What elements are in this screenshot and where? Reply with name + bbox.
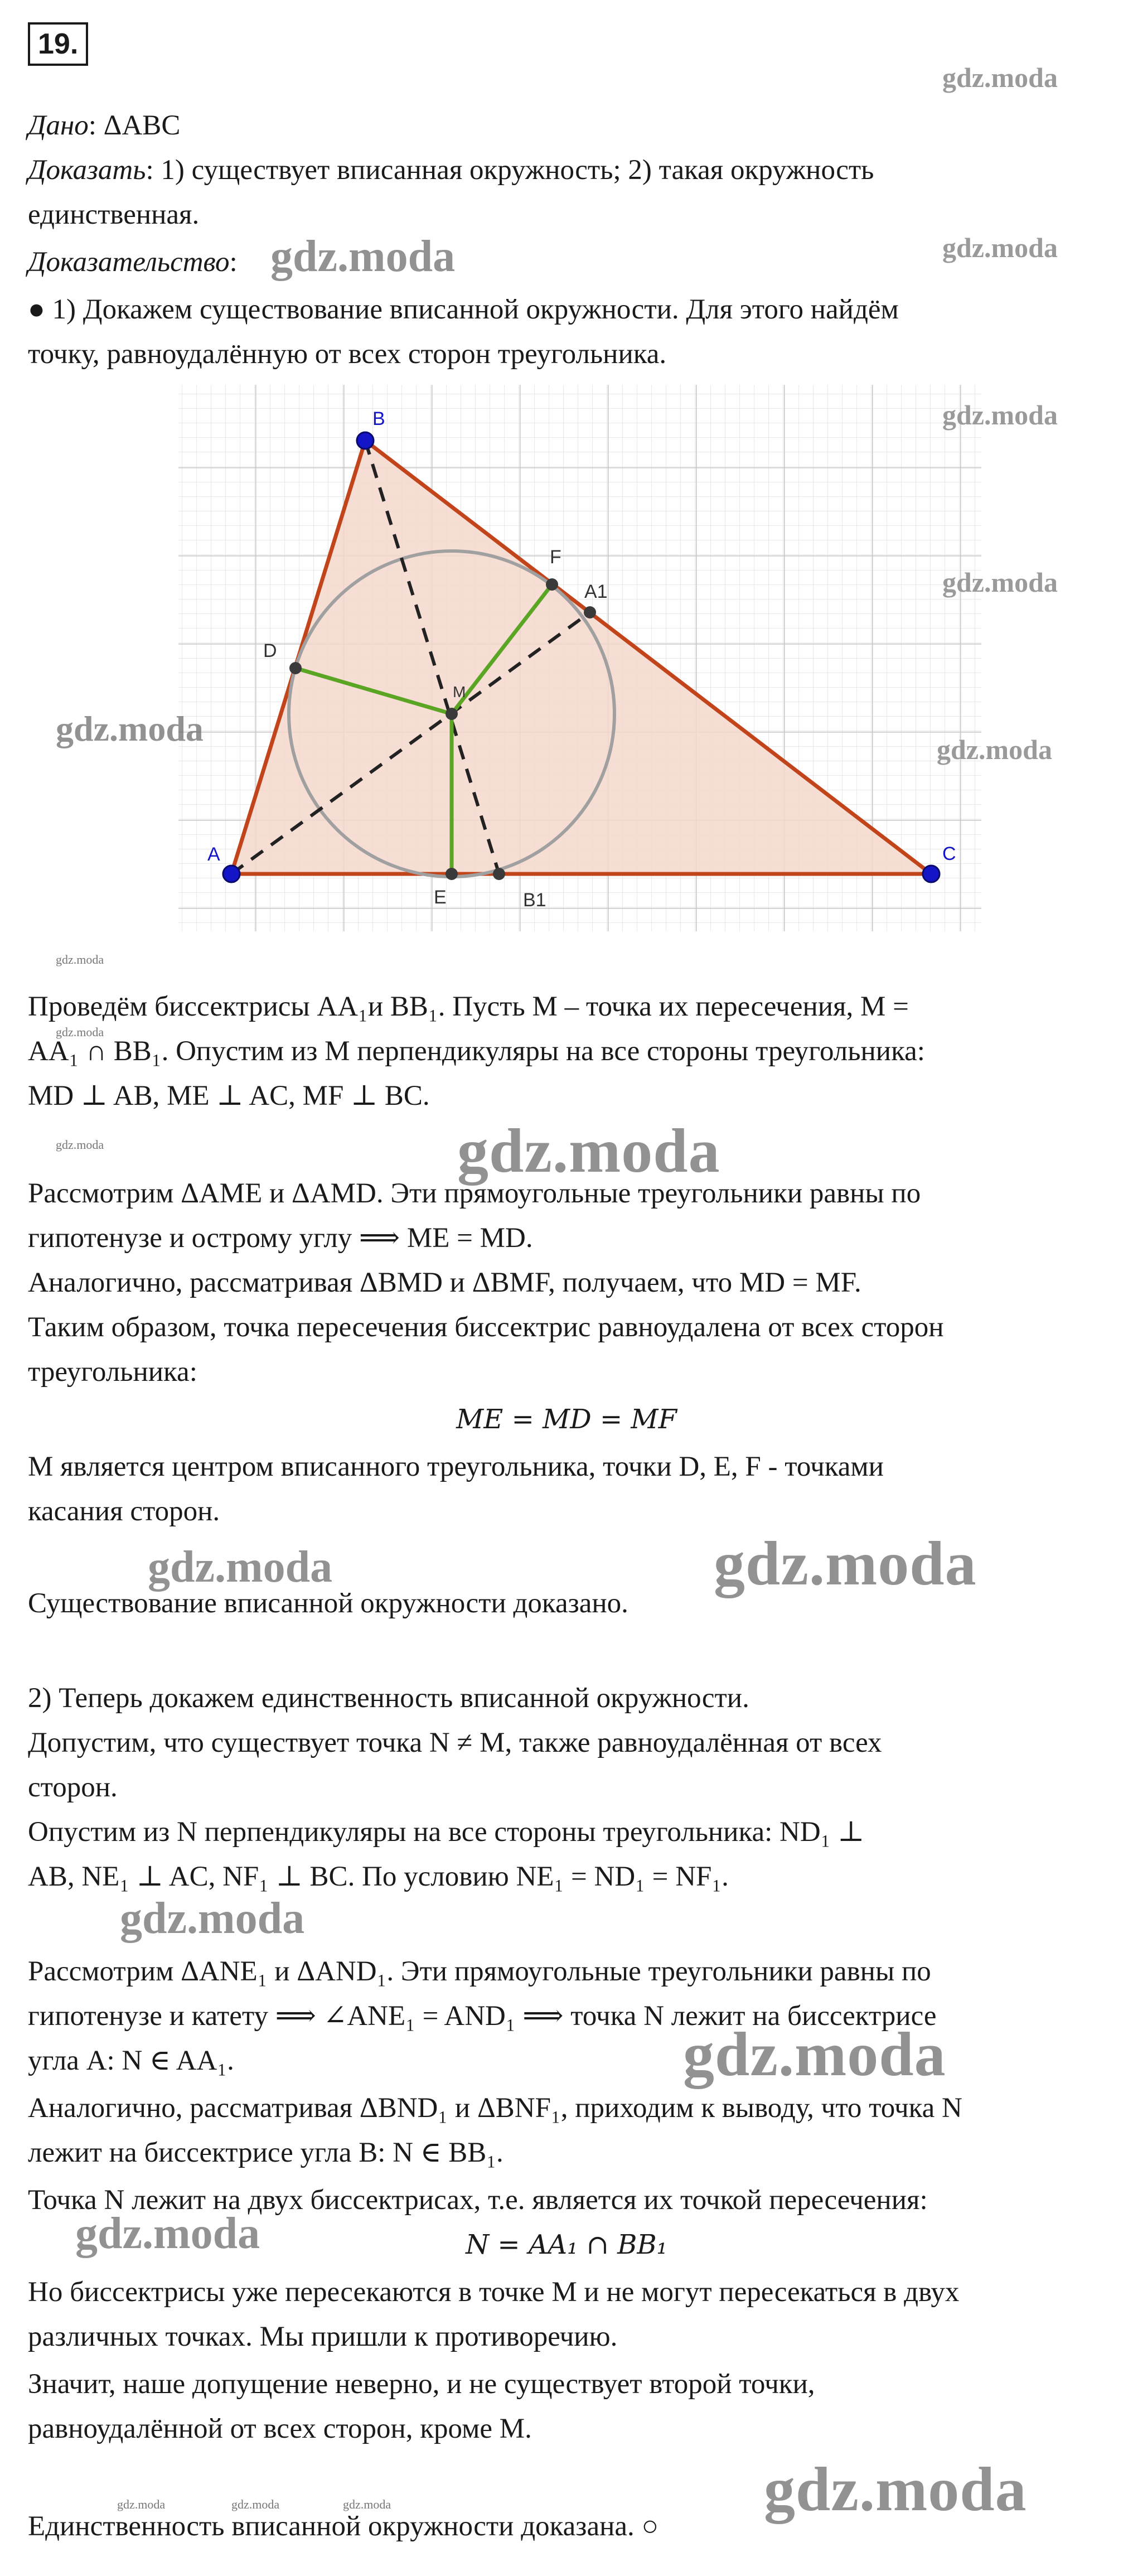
label-f: F (550, 547, 561, 568)
triangle-figure (167, 379, 992, 937)
given-line (28, 109, 180, 142)
watermark: gdz.moda (75, 2209, 260, 2258)
watermark: gdz.moda (457, 1117, 720, 1186)
prove-line-cont: единственная. (28, 199, 200, 230)
text-line: гипотенузе и острому углу ⟹ ME = MD. (28, 1222, 533, 1254)
text-line: Опустим из N перпендикуляры на все стороны треугольника: ND₁ ⊥ (28, 1816, 865, 1848)
text-line: угла A: N ∈ AA₁. (28, 2045, 234, 2076)
text-line: гипотенузе и катету ⟹ ∠ANE₁ = AND₁ ⟹ точка N лежит на биссектрисе (28, 2000, 937, 2032)
text-line: M является центром вписанного треугольника, точки D, E, F - точками (28, 1451, 884, 1482)
watermark: gdz.moda (942, 399, 1058, 431)
prove-value: : 1) существует вписанная окружность; 2) такая окружность (146, 154, 874, 186)
part1-intro-line: ● 1) Докажем существование вписанной окружности. Для этого найдём (28, 294, 899, 325)
given-value: : ΔABC (88, 110, 181, 141)
uniqueness-conclusion: Единственность вписанной окружности доказана. ○ (28, 2511, 659, 2542)
label-b: B (372, 408, 385, 429)
watermark: gdz.moda (56, 953, 104, 966)
watermark: gdz.moda (343, 2497, 391, 2511)
vertex-a (223, 866, 240, 882)
problem-number: 19. (28, 22, 88, 66)
equation-me-md-mf: ME = MD = MF (456, 1404, 677, 1435)
watermark: gdz.moda (56, 1138, 104, 1152)
watermark: gdz.moda (270, 232, 456, 281)
proof-line (28, 245, 238, 279)
given-label: Дано (28, 110, 89, 141)
label-a1: A1 (584, 581, 608, 602)
text-line: лежит на биссектрисе угла B: N ∈ BB₁. (28, 2137, 503, 2168)
text-line: Рассмотрим ΔANE₁ и ΔAND₁. Эти прямоугольные треугольники равны по (28, 1956, 931, 1987)
text-line: треугольника: (28, 1356, 197, 1388)
watermark: gdz.moda (942, 567, 1058, 598)
text-line: AA₁ ∩ BB₁. Опустим из М перпендикуляры на все стороны треугольника: (28, 1036, 925, 1067)
text-line: Значит, наше допущение неверно, и не существует второй точки, (28, 2369, 815, 2400)
text-line: Допустим, что существует точка N ≠ M, также равноудалённая от всех (28, 1727, 882, 1758)
text-line: касания сторон. (28, 1496, 220, 1527)
watermark: gdz.moda (117, 2497, 166, 2511)
equation-n: N = AA₁ ∩ BB₁ (466, 2229, 667, 2260)
label-b1: B1 (523, 890, 546, 911)
watermark: gdz.moda (148, 1543, 333, 1592)
watermark: gdz.moda (942, 232, 1058, 263)
label-d: D (263, 640, 277, 661)
prove-label: Доказать (28, 154, 146, 186)
watermark: gdz.moda (683, 2020, 946, 2089)
watermark: gdz.moda (56, 1025, 104, 1039)
text-line: Таким образом, точка пересечения биссектрис равноудалена от всех сторон (28, 1312, 944, 1343)
vertex-c (923, 866, 940, 882)
point-m (446, 708, 458, 720)
watermark: gdz.moda (942, 62, 1058, 93)
text-line: Рассмотрим ΔAME и ΔAMD. Эти прямоугольные треугольники равны по (28, 1178, 921, 1209)
point-a1 (584, 606, 596, 618)
point-f (546, 578, 558, 591)
point-e (446, 868, 458, 880)
vertex-b (357, 432, 374, 449)
label-m: M (453, 683, 466, 700)
point-d (289, 662, 302, 674)
text-line: равноудалённой от всех сторон, кроме M. (28, 2413, 532, 2444)
proof-label: Доказательство (28, 247, 230, 278)
watermark: gdz.moda (714, 1529, 977, 1598)
prove-line (28, 153, 874, 187)
text-line: AB, NE₁ ⊥ AC, NF₁ ⊥ BC. По условию NE₁ = ND₁ = NF₁. (28, 1861, 729, 1892)
text-line: Аналогично, рассматривая ΔBMD и ΔBMF, получаем, что MD = MF. (28, 1267, 861, 1298)
point-b1 (493, 868, 505, 880)
label-a: A (207, 844, 220, 865)
existence-conclusion: Существование вписанной окружности доказано. (28, 1588, 628, 1619)
watermark: gdz.moda (764, 2455, 1027, 2524)
text-line: сторон. (28, 1772, 118, 1803)
label-e: E (434, 887, 447, 908)
text-line: MD ⊥ AB, ME ⊥ AC, MF ⊥ BC. (28, 1080, 430, 1111)
label-c: C (942, 843, 956, 864)
text-line: 2) Теперь докажем единственность вписанной окружности. (28, 1683, 749, 1714)
watermark: gdz.moda (937, 734, 1052, 765)
watermark: gdz.moda (231, 2497, 280, 2511)
text-line: различных точках. Мы пришли к противоречию. (28, 2321, 618, 2352)
text-line: Аналогично, рассматривая ΔBND₁ и ΔBNF₁, приходим к выводу, что точка N (28, 2092, 962, 2124)
text-line: Но биссектрисы уже пересекаются в точке M и не могут пересекаться в двух (28, 2277, 960, 2308)
text-line: Точка N лежит на двух биссектрисах, т.е. является их точкой пересечения: (28, 2184, 928, 2216)
text-line: Проведём биссектрисы AA₁и BB₁. Пусть М – точка их пересечения, M = (28, 991, 909, 1022)
part1-intro-line: точку, равноудалённую от всех сторон треугольника. (28, 339, 667, 370)
proof-colon: : (229, 247, 238, 278)
watermark: gdz.moda (120, 1894, 305, 1943)
watermark: gdz.moda (56, 709, 204, 748)
